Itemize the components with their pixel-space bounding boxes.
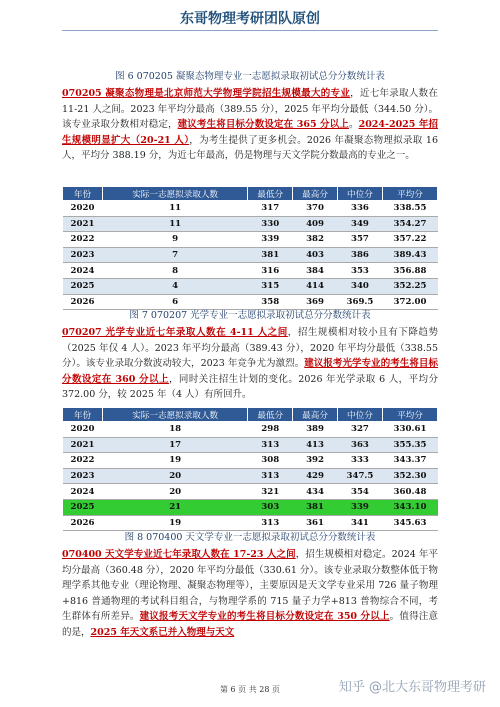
body-text: ，为考生提供了更多机会。2026 年凝聚态物理拟录取 16 人，平均分 388.19 分，为近七年最高，仍是物理与天文学院分数最高的专业之一。: [62, 134, 438, 162]
table-cell: 349: [337, 216, 382, 232]
table-cell: 355.35: [382, 437, 437, 453]
table-optics: [62, 407, 438, 531]
table-cell: 313: [248, 515, 293, 531]
table-cell: 352.25: [382, 278, 437, 294]
table-cell: 11: [102, 201, 247, 217]
watermark: 知乎 @北大东哥物理考研: [338, 680, 486, 695]
table-cell: 308: [248, 453, 293, 469]
table-row: [63, 232, 438, 248]
table-cell: 315: [248, 278, 293, 294]
table-cell: 2024: [63, 484, 103, 500]
body-text: ，招生规模相对稳定。2024 年平均分最高（360.48 分），2020 年平均分最低（330.61 分）。该专业录取分数整体低于物理学系其他专业（理论物理、凝聚态物理等），主要原因是天文学专业采用 726 量子物理+816 普通物理的考试科目组合，与物理学系的 715 量子力学+813 普物综合不同，考生群体有所差异。: [62, 549, 438, 623]
table-cell: 384: [293, 263, 338, 279]
column-header: 中位分: [337, 187, 382, 201]
emphasis-text: 建议报考光学专业的考生将目标分数设定在 360 分以上: [62, 358, 438, 385]
table-row: [63, 453, 438, 469]
table-cell: 343.10: [382, 499, 437, 515]
table-cell: 339: [337, 499, 382, 515]
emphasis-text: 070205 凝聚态物理是北京师范大学物理学院招生规模最大的专业: [62, 88, 351, 99]
table-cell: 2025: [63, 278, 103, 294]
table-cell: 357.22: [382, 232, 437, 248]
figure-caption-8: 图 8 070400 天文学专业一志愿拟录取初试总分分数统计表: [124, 532, 376, 543]
table-cell: 2023: [63, 247, 103, 263]
table-cell: 20: [102, 484, 247, 500]
table-cell: 4: [102, 278, 247, 294]
table-row: [63, 468, 438, 484]
paragraph-astronomy: [62, 547, 438, 641]
table-cell: 389: [293, 422, 338, 438]
table-cell: 17: [102, 437, 247, 453]
emphasis-text: 070400 天文学专业近七年录取人数在 17-23 人之间: [62, 549, 296, 560]
table-cell: 19: [102, 515, 247, 531]
table-cell: 8: [102, 263, 247, 279]
table-cell: 389.43: [382, 247, 437, 263]
table-cell: 336: [337, 201, 382, 217]
table-cell: 361: [293, 515, 338, 531]
table-condensed-matter: [62, 186, 438, 310]
column-header: 实际一志愿拟录取人数: [102, 408, 247, 422]
table-cell: 358: [248, 294, 293, 310]
table-cell: 20: [102, 468, 247, 484]
column-header: 平均分: [382, 408, 437, 422]
table-row: [63, 437, 438, 453]
emphasis-text: 建议报考天文学专业的考生将目标分数设定在 350 分以上: [139, 611, 390, 623]
table-cell: 7: [102, 247, 247, 263]
paragraph-condensed-matter: [62, 86, 438, 164]
table-cell: 413: [293, 437, 338, 453]
table-cell: 2022: [63, 453, 103, 469]
table-cell: 298: [248, 422, 293, 438]
table-cell: 21: [102, 499, 247, 515]
body-text: ，同时关注招生计划的变化。2026 年光学录取 6 人，平均分 372.00 分，较 2025 年（4 人）有所回升。: [62, 373, 438, 401]
table-cell: 303: [248, 499, 293, 515]
table-cell: 2025: [63, 499, 103, 515]
figure-caption-6: 图 6 070205 凝聚态物理专业一志愿拟录取初试总分分数统计表: [115, 71, 385, 82]
table-cell: 434: [293, 484, 338, 500]
table-cell: 409: [293, 216, 338, 232]
table-cell: 338.55: [382, 201, 437, 217]
table-row: [63, 247, 438, 263]
column-header: 最低分: [248, 408, 293, 422]
table-cell: 414: [293, 278, 338, 294]
table-cell: 356.88: [382, 263, 437, 279]
table-cell: 2022: [63, 232, 103, 248]
table-cell: 2021: [63, 216, 103, 232]
table-cell: 19: [102, 453, 247, 469]
table-cell: 2026: [63, 294, 103, 310]
column-header: 平均分: [382, 187, 437, 201]
table-cell: 369: [293, 294, 338, 310]
table-cell: 317: [248, 201, 293, 217]
paragraph-optics: [62, 325, 438, 403]
column-header: 年份: [63, 187, 103, 201]
table-cell: 429: [293, 468, 338, 484]
emphasis-text: 070207 光学专业近七年录取人数在 4-11 人之间: [62, 327, 288, 338]
table-cell: 2023: [63, 468, 103, 484]
table-cell: 6: [102, 294, 247, 310]
table-cell: 353: [337, 263, 382, 279]
header-divider: [62, 30, 438, 31]
table-cell: 345.63: [382, 515, 437, 531]
body-text: 。值得注意的是，: [62, 611, 438, 638]
table-cell: 9: [102, 232, 247, 248]
table-cell: 369.5: [337, 294, 382, 310]
page-number: 第 6 页 共 28 页: [220, 685, 280, 694]
table-cell: 363: [337, 437, 382, 453]
table-cell: 2024: [63, 263, 103, 279]
emphasis-text: 2025 年天文系已并入物理与天文: [90, 626, 235, 638]
table-cell: 327: [337, 422, 382, 438]
table-cell: 330: [248, 216, 293, 232]
table-cell: 18: [102, 422, 247, 438]
table-row: [63, 484, 438, 500]
emphasis-text: 建议考生将目标分数设定在 365 分以上: [177, 119, 349, 131]
table-row: [63, 499, 438, 515]
table-row: [63, 263, 438, 279]
emphasis-text: 2024-2025 年招生规模明显扩大（20-21 人）: [62, 119, 438, 146]
table-cell: 360.48: [382, 484, 437, 500]
table-cell: 2020: [63, 422, 103, 438]
table-cell: 313: [248, 468, 293, 484]
table-cell: 11: [102, 216, 247, 232]
table-row: [63, 278, 438, 294]
figure-caption-7: 图 7 070207 光学专业一志愿拟录取初试总分分数统计表: [129, 310, 371, 321]
body-text: ，近七年录取人数在 11-21 人之间。2023 年平均分最高（389.55 分），2025 年平均分最低（344.50 分）。该专业录取分数相对稳定，: [62, 88, 438, 131]
column-header: 最低分: [248, 187, 293, 201]
table-cell: 372.00: [382, 294, 437, 310]
column-header: 最高分: [293, 187, 338, 201]
column-header: 中位分: [337, 408, 382, 422]
table-cell: 370: [293, 201, 338, 217]
body-text: ，招生规模相对较小且有下降趋势（2025 年仅 4 人）。2023 年平均分最高（389.43 分），2020 年平均分最低（338.55 分）。该专业录取分数波动较大，2023 年竞争尤为激烈。: [62, 327, 438, 370]
table-row: [63, 201, 438, 217]
table-cell: 316: [248, 263, 293, 279]
table-cell: 341: [337, 515, 382, 531]
table-cell: 403: [293, 247, 338, 263]
table-cell: 339: [248, 232, 293, 248]
table-cell: 333: [337, 453, 382, 469]
table-cell: 354: [337, 484, 382, 500]
table-cell: 382: [293, 232, 338, 248]
table-cell: 321: [248, 484, 293, 500]
table-row: [63, 422, 438, 438]
table-cell: 354.27: [382, 216, 437, 232]
table-cell: 357: [337, 232, 382, 248]
document-header: 东哥物理考研团队原创: [180, 11, 320, 27]
table-cell: 381: [293, 499, 338, 515]
table-row: [63, 216, 438, 232]
table-cell: 347.5: [337, 468, 382, 484]
table-cell: 340: [337, 278, 382, 294]
table-cell: 386: [337, 247, 382, 263]
column-header: 年份: [63, 408, 103, 422]
column-header: 实际一志愿拟录取人数: [102, 187, 247, 201]
column-header: 最高分: [293, 408, 338, 422]
table-cell: 2021: [63, 437, 103, 453]
table-cell: 330.61: [382, 422, 437, 438]
table-cell: 352.30: [382, 468, 437, 484]
table-cell: 343.37: [382, 453, 437, 469]
body-text: 。: [348, 119, 359, 131]
table-cell: 392: [293, 453, 338, 469]
table-cell: 381: [248, 247, 293, 263]
table-cell: 2020: [63, 201, 103, 217]
table-cell: 313: [248, 437, 293, 453]
table-cell: 2026: [63, 515, 103, 531]
